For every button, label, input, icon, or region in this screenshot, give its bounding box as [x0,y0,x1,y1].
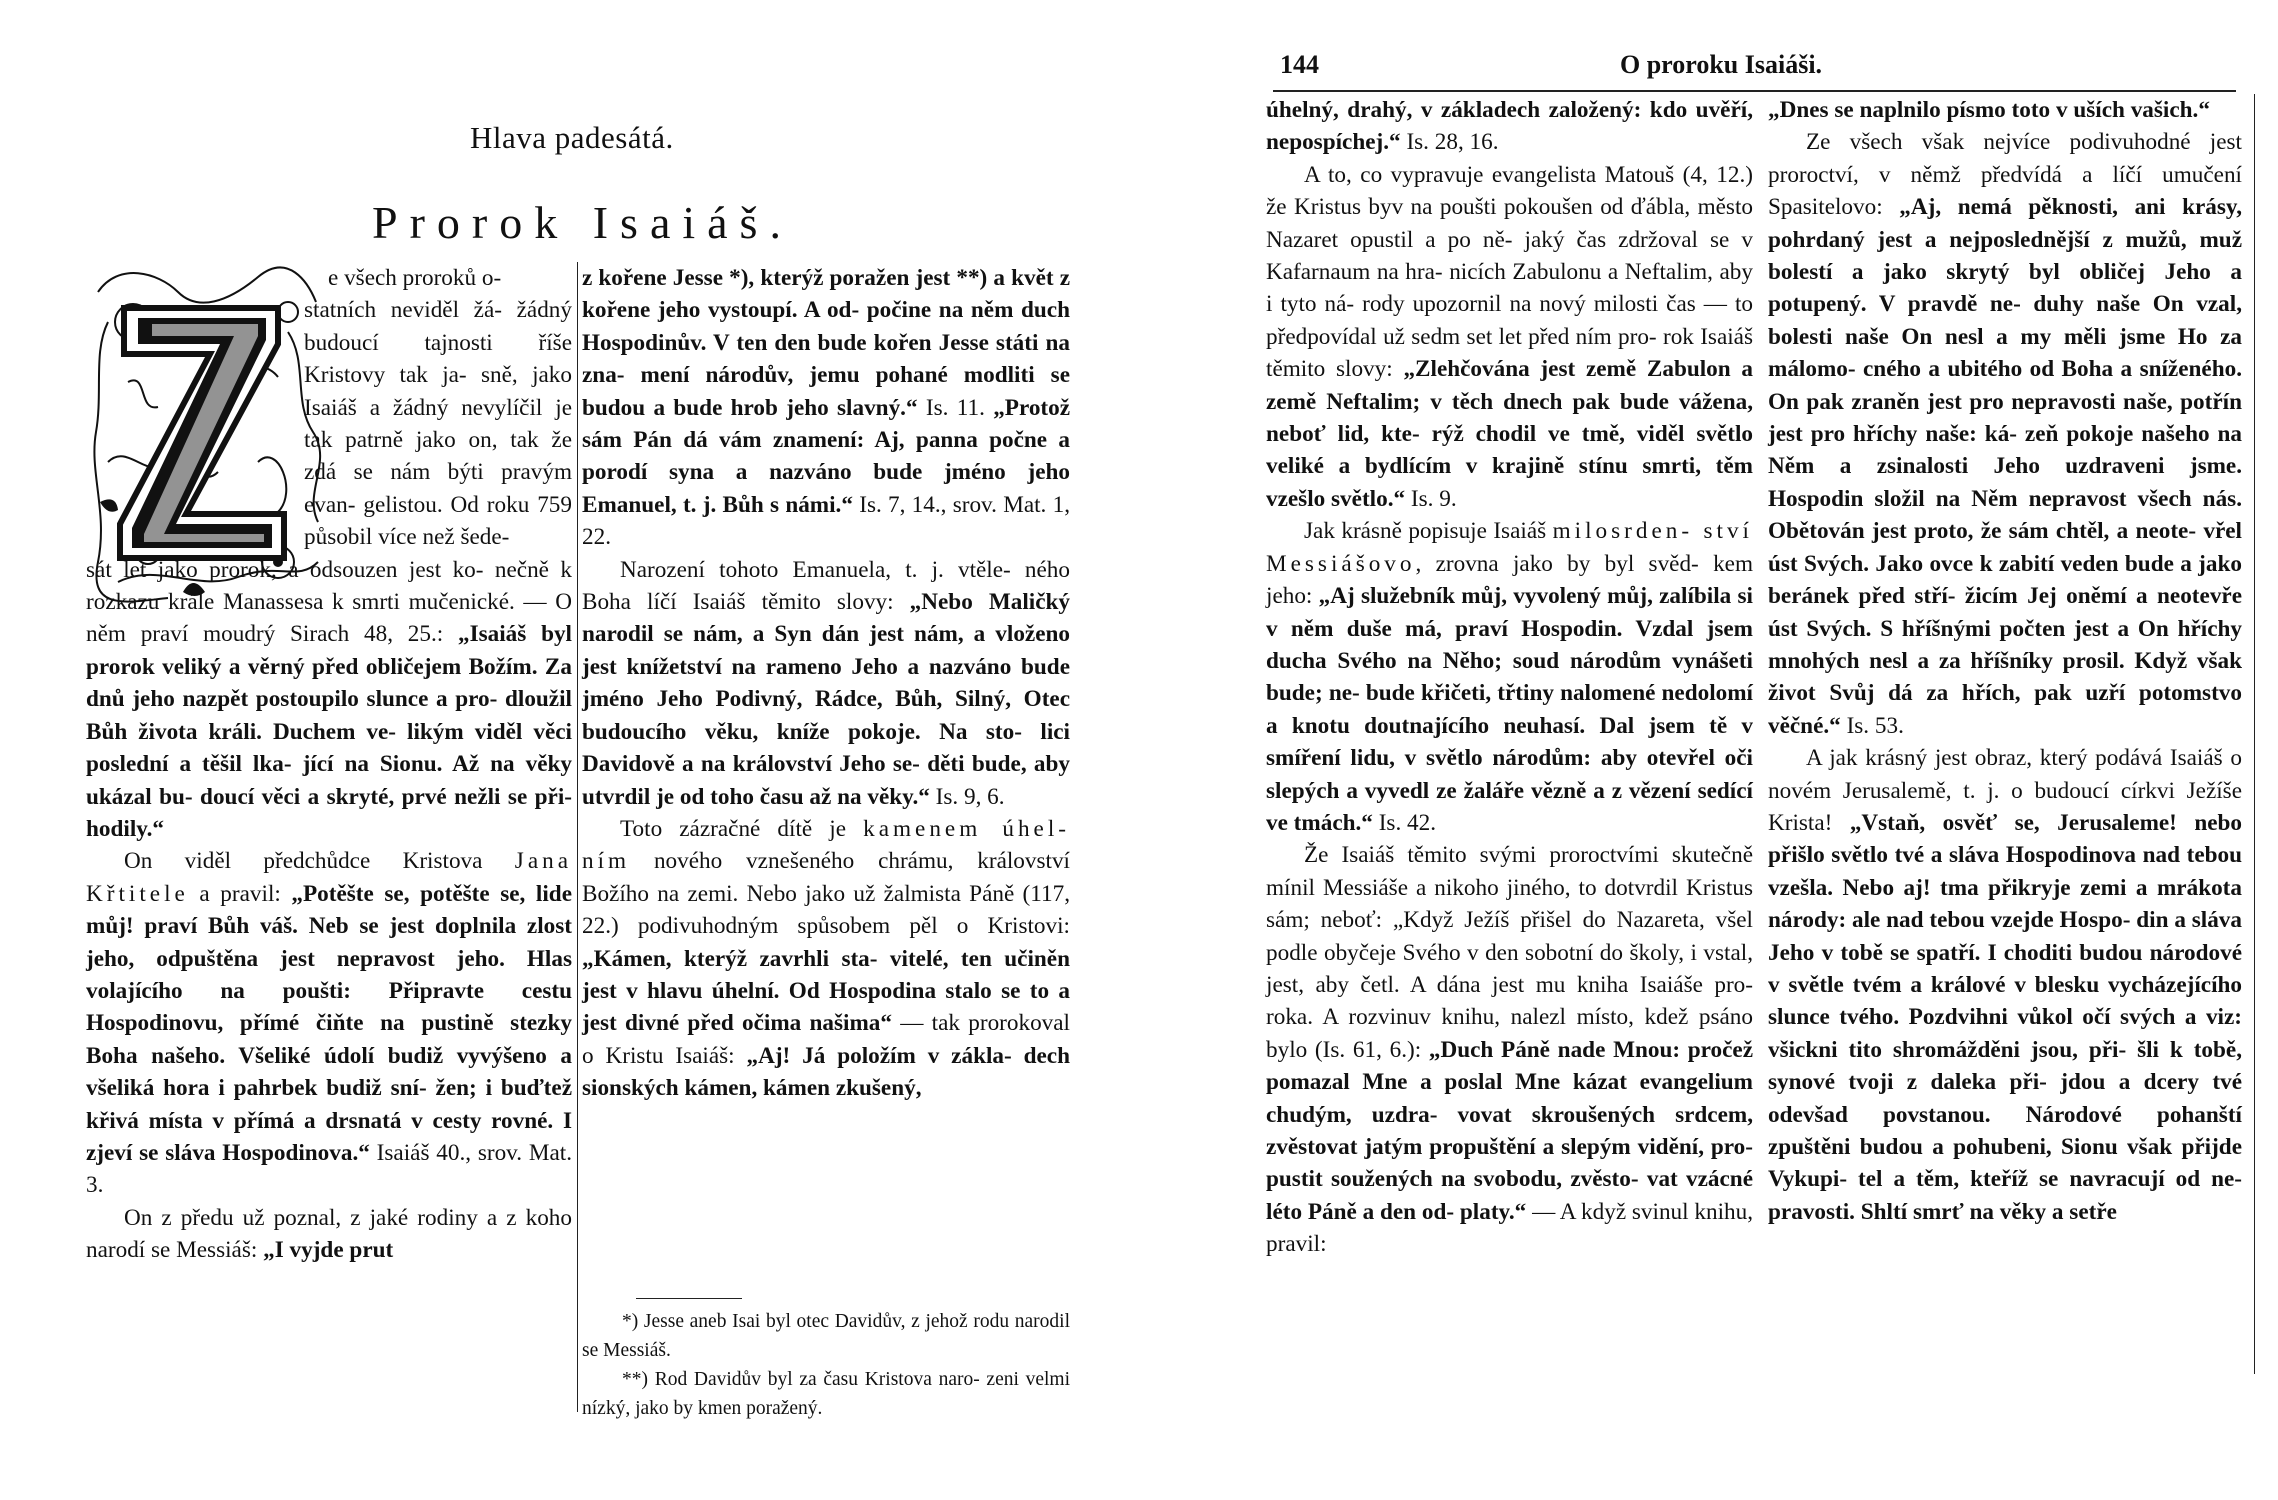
body-text: — A když svinul knihu, pravil: [1266,1198,1754,1258]
body-text: A jak krásný jest obraz, který podává Isaiáš o novém Jerusalemě, t. j. o budoucí církvi Ježíše Krista! [1768,745,2242,836]
bold-quote: úhelný, drahý, v základech založený: kdo uvěří, nepospíchej.“ [1266,97,1753,156]
paragraph [582,813,1070,1105]
text-column-2 [582,262,1070,1105]
bold-quote: „Potěšte se, potěšte se, lide můj! praví Bůh váš. Neb se jest doplnila zlost jeho, odpuštěna jest nepravost jeho. Hlas volajícího na poušti: Připravte cestu Hospodinovu, přímé čiňte na pustině stezky Boha našeho. Všeliké údolí budiž vyvýšeno a všeliká hora i pahrbek budiž sní- žen; i buďtež křivá místa v přímá a drsnatá v cesty rovné. I zjeví se sláva Hospodinova.“ [86,880,572,1166]
text-column-1 [86,262,572,1267]
footnotes [582,1298,1070,1423]
footnote-rule [636,1298,742,1299]
reference: Is. 53. [1846,712,1904,739]
paragraph [86,845,572,1201]
reference: Is. 9. [1410,485,1457,512]
body-text: On viděl předchůdce Kristova [124,848,483,875]
body-text: , zrovna jako by byl svěd- kem jeho: [1266,550,1753,610]
bold-quote: „I vyjde prut [263,1237,394,1264]
footnote: *) Jesse aneb Isai byl otec Davidův, z jehož rodu narodil se Messiáš. [582,1311,1070,1361]
text-column-3 [1266,94,1753,1261]
paragraph [86,1202,572,1267]
spaced-text: Jana Křtitele [86,848,572,907]
bold-quote: z kořene Jesse *), kterýž poražen jest **) a květ z kořene jeho vystoupí. A od- počine na něm duch Hospodinův. V ten den bude kořen Jesse státi na zna- mení národův, jemu pohané modliti se budou a bude hrob jeho slavný.“ [582,265,1070,421]
paragraph [582,554,1070,813]
reference: Is. 42. [1378,809,1437,836]
page-number: 144 [1280,50,1319,79]
body-text: Ze všech však nejvíce podivuhodné jest proroctví, v němž předvídá a líčí umučení Spasitelovo: [1768,129,2242,221]
bold-quote: „Duch Páně nade Mnou: pročež pomazal Mne a poslal Mne kázat evangelium chudým, uzdra- vovat skroušených srdcem, zvěstovat jatým propuštění a slepým vidění, pro- pustit soužených na svobodu, zvěsto- vat vzácné léto Páně a den od- platy.“ [1266,1036,1754,1225]
column-divider [2254,94,2255,1374]
chapter-heading: Hlava padesátá. [470,120,674,155]
paragraph [1768,126,2242,742]
bold-quote: „Zlehčována jest země Zabulon a země Neftalim; v těch dnech pak bude vážena, neboť lid, kte- rýž chodil ve tmě, viděl světlo veliké a bydlícím v krajině stínu smrti, těm vzešlo světlo.“ [1266,356,1754,512]
body-text: Že Isaiáš těmito svými proroctvími skutečně mínil Messiáše a nikoho jiného, to dotvrdil Kristus sám; neboť: „Když Ježíš přišel do Nazareta, všel podle obyčeje Svého v den sobotní do školy, i vstal, jest, aby četl. A dána jest mu kniha Isaiáše pro- roka. A rozvinuv knihu, nalezl místo, kdež psáno bylo (Is. 61, 6.): [1266,842,1753,1063]
bold-quote: „Aj služebník můj, vyvolený můj, zalíbila si v něm duše má, praví Hospodin. Vzdal jsem ducha Svého na Něho; soud národům vynášeti bude; ne- bude křičeti, třtiny nalomené nedolomí a knotu doutnajícího neuhasí. Dal jsem tě v smíření lidu, v světlo národům: aby otevřel oči slepých a vyvedl ze žaláře vězně a z vězení sedící ve tmách.“ [1266,583,1753,836]
body-text: — tak prorokoval o Kristu Isaiáš: [582,1010,1070,1069]
paragraph [86,554,572,846]
reference: Is. 9, 6. [935,783,1005,810]
body-text: Jak krásně popisuje Isaiáš [1304,518,1547,545]
reference: Is. 28, 16. [1406,129,1499,156]
footnote: **) Rod Davidův byl za času Kristova naro- zeni velmi nízký, jako by kmen poražený. [582,1369,1070,1419]
body-text: nového vznešeného chrámu, království Božího na zemi. Nebo jako už žalmista Páně (117, 22.) podivuhodným spůsobem pěl o Kristovi: [582,848,1070,940]
bold-quote: „Vstaň, osvěť se, Jerusaleme! nebo přišlo světlo tvé a sláva Hospodinova nad tebou vzešla. Nebo aj! tma přikryje zemi a mrákota národy: ale nad tebou vzejde Hospo- din a sláva Jeho v tobě se spatří. I choditi budou národové v světle tvém a králové v blesku vycházejícího slunce tvého. Pozdvihni vůkol očí svých a viz: všickni tito shromážděni jsou, při- šli k tobě, synové tvoji z daleka při- jdou a dcery tvé odevšad povstanou. Národové pohanští zpuštěni budou a pohubeni, Sionu však přijde Vykupi- tel a těm, kteříž se navracují od ne- pravosti. Shltí smrť na věky a setře [1768,809,2242,1225]
body-text: A to, co vypravuje evangelista Matouš (4, 12.) že Kristus byv na poušti pokoušen od ďábla, město Nazaret opustil a po ně- jaký čas zdržoval se v Kafarnaum na hra- nicích Zabulonu a Neftalim, aby i tyto ná- rody upozornil na nový milosti čas — to předpovídal už sedm set let před ním pro- rok Isaiáš těmito slovy: [1266,161,1753,383]
body-text: On z předu už poznal, z jaké rodiny a z koho narodí se Messiáš: [86,1204,572,1264]
bold-quote: „Kámen, kterýž zavrhli sta- vitelé, ten učiněn jest v hlavu úhelní. Od Hospodina stalo se to a jest divné před očima našima“ [582,945,1070,1037]
body-text: Narození tohoto Emanuela, t. j. vtěle- ného Boha líčí Isaiáš těmito slovy: [582,556,1070,616]
paragraph [1768,94,2242,126]
right-page [1139,0,2278,1500]
column-divider [577,262,578,1412]
paragraph [582,262,1070,554]
spaced-text: kamenem úhel- ním [582,815,1070,875]
reference: Isaiáš 40., srov. Mat. 3. [86,1139,573,1199]
body-text: Toto zázračné dítě je [620,815,847,842]
paragraph [1266,94,1753,159]
chapter-title: Prorok Isaiáš. [372,197,793,248]
paragraph [1266,515,1753,839]
spaced-text: milosrden- ství Messiášovo [1266,518,1754,577]
body-text: a pravil: [199,880,281,907]
wrapped-text: statních neviděl žá- žádný budoucí tajnosti říše Kristovy tak ja- sně, jako Isaiáš a žádný nevylíčil je tak patrně jako on, tak že zdá se nám býti pravým evan- gelistou. Od roku 759 působil více než šede- [304,297,572,551]
bold-quote: „Protož sám Pán dá vám znamení: Aj, panna počne a porodí syna a nazváno bude jméno jeho Emanuel, t. j. Bůh s námi.“ [582,394,1071,518]
bold-quote: „Dnes se naplnilo písmo toto v uších vašich.“ [1768,97,2210,123]
reference: Is. 11. [925,394,985,421]
bold-quote: „Isaiáš byl prorok veliký a věrný před obličejem Božím. Za dnů jeho nazpět postoupilo slunce a pro- dloužil Bůh života králi. Duchem ve- likým viděl věci poslední a těšil lka- jící na Sionu. Až na věky ukázal bu- doucí věci a skryté, prvé nežli se při- hodily.“ [86,621,572,842]
bold-quote: „Aj, nemá pěknosti, ani krásy, pohrdaný jest a nejposlednější z mužů, muž bolestí a jako skrytý byl obličej Jeho a potupený. V pravdě ne- duhy naše On vzal, bolesti naše On nesl a my měli jsme Ho za málomo- cného a ubitého od Boha a sníženého. On pak zraněn jest pro nepravosti naše, potřín jest pro hříchy naše: ká- zeň pokoje našeho na Něm a zsinalosti Jeho uzdraveni jsme. Hospodin složil na Něm nepravost všech nás. Obětován jest proto, že sám chtěl, a neote- vřel úst Svých. Jako ovce k zabití veden bude a jako beránek před stří- žicím Jej oněmí a neotevře úst Svých. S hříšnými počten jest a On hříchy mnohých nesl a za hříšníky prosil. Když však život Svůj dá za hřích, pak uzří potomstvo věčné.“ [1768,194,2243,739]
bold-quote: „Aj! Já položím v zákla- dech sionských kámen, kámen zkušený, [582,1042,1070,1102]
text-column-4 [1768,94,2242,1228]
reference: Is. 7, 14., srov. Mat. 1, 22. [582,491,1070,551]
paragraph [1266,159,1753,515]
paragraph [86,262,572,294]
body-text: sát let jako prorok, a odsouzen jest ko- nečně k rozkazu krále Manassesa k smrti mučenické. — O něm praví moudrý Sirach 48, 25.: [86,556,572,648]
first-line-text: e všech proroků o- [328,265,502,291]
bold-quote: „Nebo Maličký narodil se nám, a Syn dán jest nám, a vloženo jest knížetství na rameno Jeho a nazváno bude jméno Jeho Podivný, Rádce, Bůh, Silný, Otec budoucího věku, kníže pokoje. Na sto- lici Davidově a na království Jeho se- děti bude, aby utvrdil je od toho času až na věky.“ [582,589,1071,810]
paragraph [1266,839,1753,1260]
paragraph [1768,742,2242,1228]
running-title: O proroku Isaiáši. [1620,50,1823,79]
